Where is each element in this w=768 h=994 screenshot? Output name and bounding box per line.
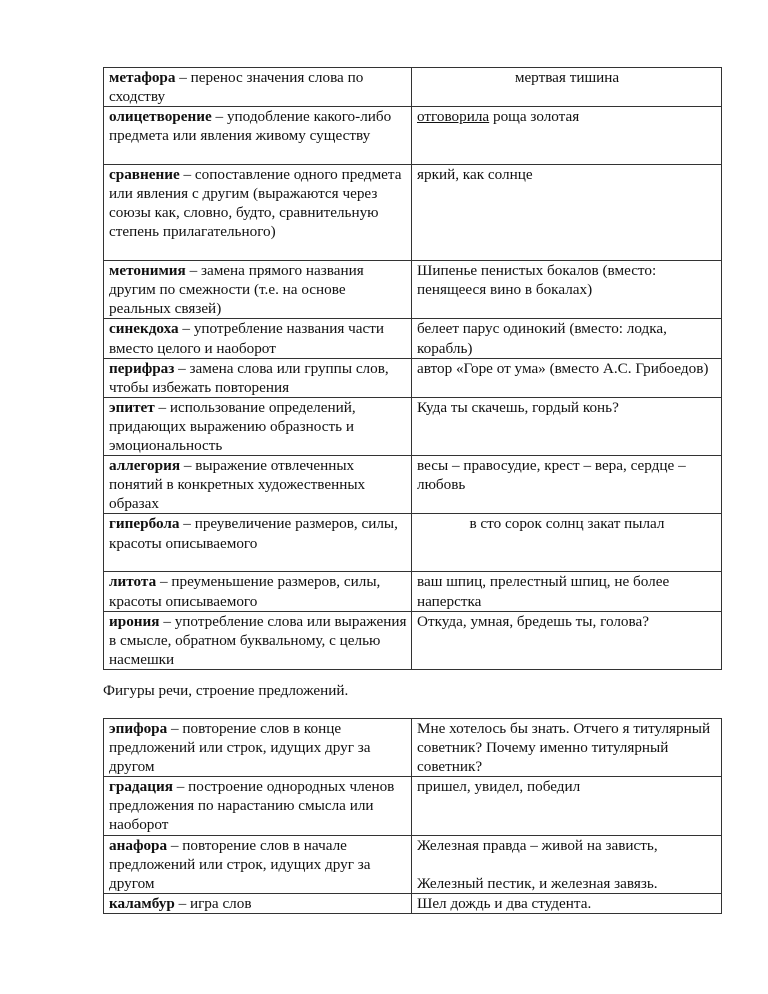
term-cell (104, 719, 412, 777)
term-allegory: аллегория (109, 457, 181, 475)
example-text: пришел, увидел, победил (417, 778, 581, 796)
example-text: в сто сорок солнц закат пылал (469, 515, 665, 533)
table-row (104, 261, 722, 319)
term-cell (104, 514, 412, 572)
term-pun: каламбур (109, 894, 175, 912)
example-text: яркий, как солнце (417, 166, 533, 184)
term-definition: – повторение слов в конце предложений или строк, идущих друг за другом (109, 720, 371, 776)
table-row (104, 68, 722, 107)
example-cell (412, 611, 722, 669)
term-cell (104, 68, 412, 107)
example-cell (412, 319, 722, 358)
term-metonymy: метонимия (109, 262, 186, 280)
table-row (104, 893, 722, 913)
term-cell (104, 611, 412, 669)
term-definition: – построение однородных членов предложения по нарастанию смысла или наоборот (109, 778, 395, 834)
example-cell (412, 719, 722, 777)
term-cell (104, 397, 412, 455)
example-text: ваш шпиц, прелестный шпиц, не более наперстка (417, 573, 670, 610)
table-row (104, 572, 722, 611)
term-definition: – сопоставление одного предмета или явления с другим (выражаются через союзы как, словно, будто, сравнительную степень прилагательного) (109, 166, 402, 241)
term-cell (104, 835, 412, 893)
term-litotes: литота (109, 573, 157, 591)
example-cell (412, 107, 722, 165)
example-cell (412, 456, 722, 514)
term-definition: – повторение слов в начале предложений или строк, идущих друг за другом (109, 836, 371, 892)
term-cell (104, 572, 412, 611)
example-cell (412, 358, 722, 397)
term-synecdoche: синекдоха (109, 320, 179, 338)
table-row (104, 456, 722, 514)
term-cell (104, 319, 412, 358)
example-cell (412, 68, 722, 107)
term-cell (104, 261, 412, 319)
example-text: белеет парус одинокий (вместо: лодка, корабль) (417, 320, 667, 357)
tropes-table (103, 67, 722, 670)
term-cell (104, 456, 412, 514)
term-cell (104, 107, 412, 165)
example-text: автор «Горе от ума» (вместо А.С. Грибоедов) (417, 359, 709, 377)
table-row (104, 835, 722, 893)
term-definition: – замена слова или группы слов, чтобы избежать повторения (109, 359, 389, 396)
example-text: Откуда, умная, бредешь ты, голова? (417, 612, 649, 630)
term-definition: – игра слов (174, 894, 252, 912)
example-cell (412, 165, 722, 261)
term-gradation: градация (109, 778, 173, 796)
example-cell (412, 261, 722, 319)
example-text: Мне хотелось бы знать. Отчего я титулярный советник? Почему именно титулярный советник? (417, 720, 711, 776)
term-metaphor: метафора (109, 69, 176, 86)
table-row (104, 777, 722, 835)
term-definition: – использование определений, придающих выражению образность и эмоциональность (109, 398, 356, 455)
table-row (104, 165, 722, 261)
term-definition: – замена прямого названия другим по смежности (т.е. на основе реальных связей) (109, 262, 364, 318)
term-epiphora: эпифора (109, 720, 168, 737)
term-irony: ирония (109, 612, 160, 630)
table-row (104, 514, 722, 572)
example-text-second-line: Железный пестик, и железная завязь. (417, 874, 658, 892)
term-anaphora: анафора (109, 836, 168, 854)
table-row (104, 611, 722, 669)
term-definition: – выражение отвлеченных понятий в конкретных художественных образах (109, 457, 366, 513)
example-cell (412, 397, 722, 455)
example-text: роща золотая (489, 108, 580, 126)
section-heading: Фигуры речи, строение предложений. (103, 682, 349, 699)
term-hyperbole: гипербола (109, 515, 180, 533)
example-cell (412, 893, 722, 913)
table-row (104, 358, 722, 397)
example-text: Шел дождь и два студента. (417, 894, 592, 912)
example-text: мертвая тишина (514, 69, 620, 86)
table-row (104, 107, 722, 165)
term-definition: – преувеличение размеров, силы, красоты описываемого (109, 515, 398, 552)
table-row (104, 397, 722, 455)
figures-table (103, 718, 722, 914)
term-periphrasis: перифраз (109, 359, 175, 377)
term-cell (104, 358, 412, 397)
term-epithet: эпитет (109, 398, 155, 416)
term-definition: – употребление слова или выражения в смысле, обратном буквальному, с целью насмешки (109, 612, 407, 668)
table-row (104, 719, 722, 777)
term-definition: – перенос значения слова по сходству (109, 69, 364, 106)
example-cell (412, 572, 722, 611)
term-personification: олицетворение (109, 108, 212, 126)
example-cell (412, 777, 722, 835)
term-cell (104, 777, 412, 835)
term-comparison: сравнение (109, 166, 180, 184)
example-text: Куда ты скачешь, гордый конь? (417, 398, 619, 416)
example-cell (412, 835, 722, 893)
term-definition: – преуменьшение размеров, силы, красоты описываемого (109, 573, 381, 610)
example-underlined-word: отговорила (417, 108, 490, 126)
term-definition: – уподобление какого-либо предмета или явления живому существу (109, 108, 392, 145)
example-text: весы – правосудие, крест – вера, сердце – любовь (417, 457, 686, 494)
example-text: Железная правда – живой на зависть, (417, 836, 658, 854)
term-cell (104, 165, 412, 261)
term-definition: – употребление названия части вместо целого и наоборот (109, 320, 385, 357)
term-cell (104, 893, 412, 913)
example-cell (412, 514, 722, 572)
example-text: Шипенье пенистых бокалов (вместо: пенящееся вино в бокалах) (417, 262, 657, 299)
table-row (104, 319, 722, 358)
